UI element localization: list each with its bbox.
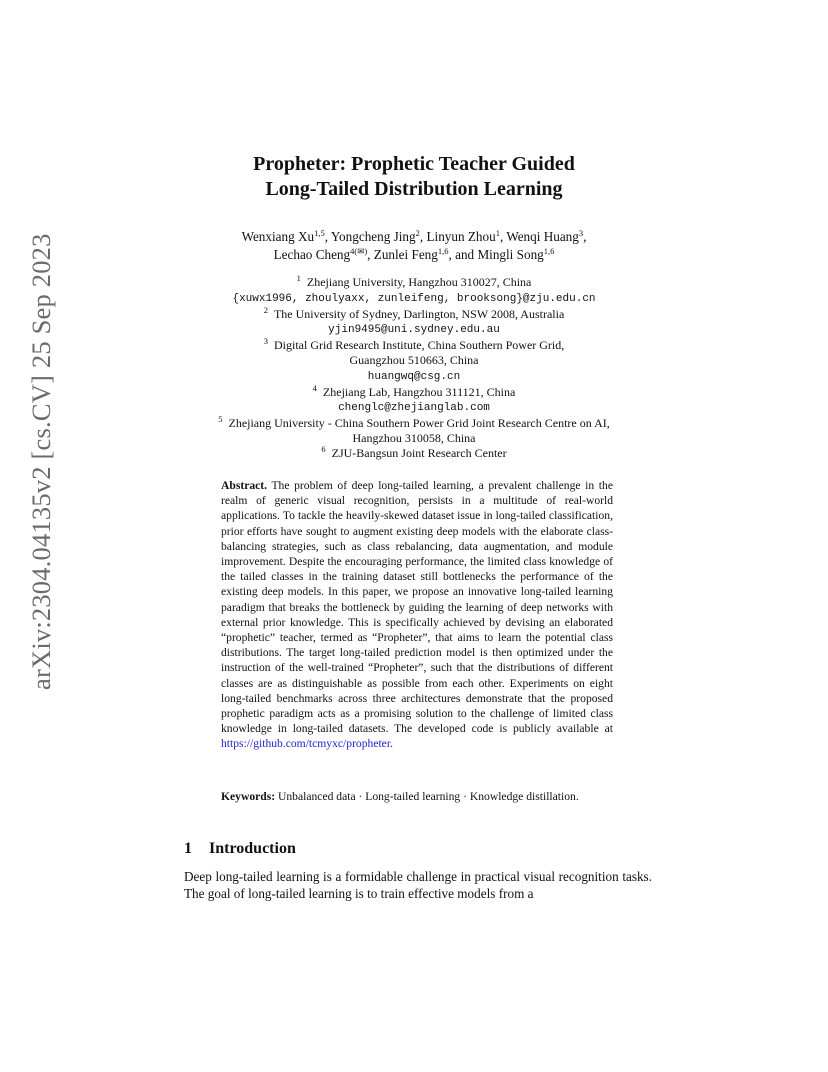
- affiliation-line: [0, 431, 828, 446]
- abstract-end: .: [390, 737, 393, 751]
- author-name: Wenxiang Xu: [241, 229, 315, 244]
- affiliation-email: chenglc@zhejianglab.com: [338, 402, 490, 415]
- author-affiliation-mark: 3: [578, 228, 584, 238]
- section-title: Introduction: [209, 840, 296, 857]
- author-separator: ,: [499, 229, 507, 244]
- title-line-2: Long-Tailed Distribution Learning: [265, 177, 563, 200]
- affiliation-number: 6: [321, 443, 326, 454]
- affiliation-email: yjin9495@uni.sydney.edu.au: [328, 324, 500, 337]
- affiliation-text: Zhejiang University - China Southern Power Grid Joint Research Centre on AI,: [228, 416, 610, 431]
- abstract-label: Abstract.: [221, 479, 268, 492]
- affiliation-text: Zhejiang Lab, Hangzhou 311121, China: [322, 384, 516, 399]
- affiliation-line: [0, 353, 828, 368]
- affiliation-email: huangwq@csg.cn: [367, 370, 461, 383]
- affiliation-text: Hangzhou 310058, China: [352, 430, 476, 445]
- author-list: [0, 228, 828, 264]
- author-name: Wenqi Huang: [506, 229, 579, 244]
- affiliation-line: [0, 416, 828, 431]
- affiliation-text: ZJU-Bangsun Joint Research Center: [331, 445, 507, 460]
- affiliation-text: Zhejiang University, Hangzhou 310027, China: [306, 275, 532, 289]
- section-number: 1: [184, 840, 192, 857]
- affiliation-number: 3: [263, 336, 268, 347]
- author-separator: , and: [448, 247, 478, 262]
- affiliation-line: [0, 275, 828, 290]
- affiliation-line: [0, 338, 828, 353]
- affiliation-text: Digital Grid Research Institute, China Southern Power Grid,: [273, 338, 565, 353]
- affiliation-line: [0, 321, 828, 338]
- arxiv-identifier: arXiv:2304.04135v2 [cs.CV] 25 Sep 2023: [26, 233, 56, 690]
- paper-title: [0, 152, 828, 201]
- abstract: [221, 478, 613, 752]
- author-separator: ,: [583, 229, 587, 244]
- affiliation-line: [0, 399, 828, 416]
- author-affiliation-mark: 1,5: [314, 228, 325, 238]
- affiliation-line: [0, 304, 828, 322]
- author-line-1: [0, 228, 828, 246]
- author-separator: ,: [419, 229, 427, 244]
- affiliation-line: [0, 443, 828, 461]
- author-name: Lechao Cheng: [273, 247, 351, 262]
- affiliation-number: 4: [312, 382, 317, 393]
- author-name: Mingli Song: [477, 247, 544, 262]
- section-heading: [184, 839, 296, 859]
- affiliation-number: 2: [263, 304, 268, 315]
- affiliation-line: [0, 290, 828, 307]
- keywords-body: Unbalanced data · Long-tailed learning · Knowledge distillation.: [278, 790, 579, 803]
- title-line-1: Propheter: Prophetic Teacher Guided: [253, 153, 575, 175]
- author-separator: ,: [367, 247, 374, 262]
- keywords-label: Keywords:: [221, 790, 276, 803]
- author-name: Linyun Zhou: [426, 229, 496, 244]
- author-affiliation-mark: 1: [495, 228, 500, 238]
- keywords: [221, 789, 613, 804]
- abstract-body: The problem of deep long-tailed learning, a prevalent challenge in the realm of generic visual recognition, persists in a multitude of real-world applications. To tackle the heavily-skewed dataset issue in long-tailed classification, prior efforts have sought to augment existing deep models with the elaborate class-balancing strategies, such as class rebalancing, data augmentation, and module improvement. Despite the encouraging performance, the limited class knowledge of the tailed classes in the training dataset still bottlenecks the performance of the existing deep models. In this paper, we propose an innovative long-tailed learning paradigm that breaks the bottleneck by guiding the learning of deep networks with external prior knowledge. This is specifically achieved by devising an elaborated “prophetic” teacher, termed as “Propheter”, that aims to learn the potential class distributions. The target long-tailed prediction model is then optimized under the instruction of the well-trained “Propheter”, such that the distributions of different classes are as distinguishable as possible from each other. Experiments on eight long-tailed benchmarks across three architectures demonstrate that the proposed prophetic paradigm acts as a promising solution to the challenge of limited class knowledge in long-tailed datasets. The developed code is publicly available at: [221, 479, 613, 736]
- affiliation-text: The University of Sydney, Darlington, NSW 2008, Australia: [273, 306, 565, 321]
- affiliation-number: 1: [296, 273, 301, 283]
- author-affiliation-mark: 1,6: [543, 246, 555, 256]
- author-affiliation-mark: 2: [415, 228, 420, 238]
- author-affiliation-mark: 1,6: [437, 246, 449, 256]
- affiliation-number: 5: [218, 414, 223, 425]
- affiliation-line: [0, 382, 828, 400]
- author-affiliation-mark: 4(✉): [350, 246, 368, 256]
- affiliation-email: {xuwx1996, zhoulyaxx, zunleifeng, brooksong}@zju.edu.cn: [232, 292, 596, 305]
- intro-paragraph: Deep long-tailed learning is a formidable challenge in practical visual recognition tasks. The goal of long-tailed learning is to train effective models from a: [184, 869, 652, 901]
- author-line-2: [0, 246, 828, 264]
- author-name: Zunlei Feng: [373, 247, 438, 262]
- code-link[interactable]: https://github.com/tcmyxc/propheter: [221, 737, 391, 751]
- author-name: Yongcheng Jing: [330, 229, 416, 244]
- author-separator: ,: [324, 229, 331, 244]
- affiliations: [0, 275, 828, 461]
- affiliation-text: Guangzhou 510663, China: [349, 352, 479, 367]
- affiliation-line: [0, 368, 828, 385]
